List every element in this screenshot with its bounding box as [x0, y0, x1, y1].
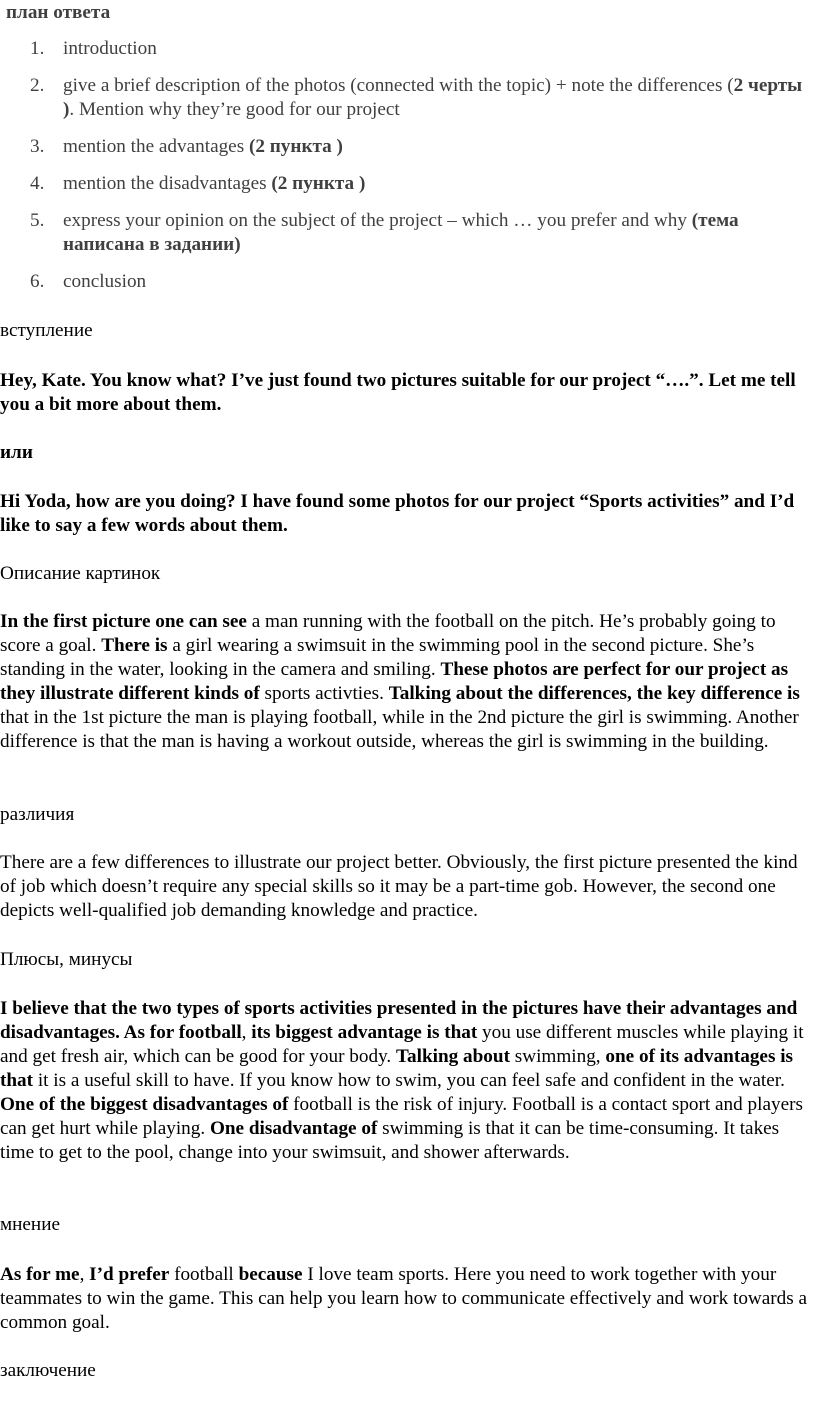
differences-paragraph: There are a few differences to illustrate our project better. Obviously, the first picture presented the kind of job which doesn’t require any special skills so it may be a part-time gob. However, the second one depicts well-qualified job demanding knowledge and practice. [0, 852, 798, 921]
plan-item-number: 4. [30, 173, 45, 194]
plan-item-text: mention the advantages [63, 136, 249, 157]
bold-phrase: I believe that the two types of sports activities presented in the pictures have their advantages and disadvantages. As for football [0, 998, 798, 1043]
bold-phrase: One of the biggest disadvantages of [0, 1094, 289, 1115]
bold-phrase: Talking about the differences, the key difference is [388, 683, 800, 704]
bold-phrase: In the first picture one can see [0, 611, 247, 632]
plan-item [0, 209, 812, 257]
bold-phrase: There is [101, 635, 168, 656]
plan-item-number: 5. [30, 210, 45, 231]
bold-phrase: its biggest advantage is that [251, 1022, 478, 1043]
plan-item-note: (тема написана в задании) [63, 210, 739, 255]
plan-item-number: 2. [30, 75, 45, 96]
plan-list [0, 37, 812, 307]
plan-item-text: introduction [63, 38, 157, 59]
text-run: you use different muscles while playing it and get fresh air, which can be good for your body. [0, 1022, 804, 1067]
bold-phrase: One disadvantage of [209, 1118, 378, 1139]
intro-option-2: Hi Yoda, how are you doing? I have found some photos for our project “Sports activities” and I’d like to say a few words about them. [0, 491, 795, 536]
plan-item-note: (2 пункта ) [271, 173, 366, 194]
plan-item-text: give a brief description of the photos (connected with the topic) + note the differences ( [63, 75, 734, 96]
bold-phrase: These photos are perfect for our project as they illustrate different kinds of [0, 659, 789, 704]
bold-phrase: Talking about [396, 1046, 510, 1067]
bold-phrase: As for me [0, 1264, 80, 1285]
text-run: I love team sports. Here you need to work together with your teammates to win the game. This can help you learn how to communicate effectively and work towards a common goal. [0, 1264, 808, 1333]
text-run: that in the 1st picture the man is playing football, while in the 2nd picture the girl is swimming. Another difference is that the man is having a workout outside, whereas the girl is swimming in the building. [0, 707, 799, 752]
plan-item-text: express your opinion on the subject of the project – which … you prefer and why [63, 210, 692, 231]
plan-item [0, 270, 812, 294]
plan-item-number: 3. [30, 136, 45, 157]
intro-option-1: Hey, Kate. You know what? I’ve just found two pictures suitable for our project “….”. Let me tell you a bit more about them. [0, 370, 796, 415]
text-run: , [79, 1264, 90, 1285]
conclusion-heading: заключение [0, 1360, 96, 1381]
opinion-heading: мнение [0, 1214, 60, 1235]
plan-item [0, 74, 812, 122]
text-run: , [241, 1022, 252, 1043]
text-run: it is a useful skill to have. If you know how to swim, you can feel safe and confident in the water. [33, 1070, 785, 1091]
plan-item-number: 1. [30, 38, 45, 59]
text-run: football is the risk of injury. Football is a contact sport and players can get hurt while playing. [0, 1094, 803, 1139]
or-label: или [0, 442, 33, 463]
opinion-paragraph [0, 1263, 816, 1335]
text-run: a man running with the football on the pitch. He’s probably going to score a goal. [0, 611, 776, 656]
text-run: swimming, [509, 1046, 606, 1067]
plan-item [0, 172, 812, 196]
plan-item [0, 135, 812, 159]
description-paragraph [0, 610, 816, 754]
plan-item-note: (2 пункта ) [248, 136, 343, 157]
bold-phrase: one of its advantages is that [0, 1046, 794, 1091]
text-run: a girl wearing a swimsuit in the swimming pool in the second picture. She’s standing in the water, looking in the camera and smiling. [0, 635, 755, 680]
text-run: sports activties. [259, 683, 389, 704]
plan-item-text: conclusion [63, 271, 147, 292]
plan-item-number: 6. [30, 271, 45, 292]
plan-title: план ответа [6, 2, 111, 23]
bold-phrase: because [238, 1264, 303, 1285]
proscons-paragraph [0, 997, 816, 1165]
plan-item [0, 37, 812, 61]
differences-heading: различия [0, 804, 75, 825]
plan-item-note: 2 черты ) [63, 75, 803, 120]
text-run: swimming is that it can be time-consuming. It takes time to get to the pool, change into your swimsuit, and shower afterwards. [0, 1118, 780, 1163]
plan-item-tail: . Mention why they’re good for our project [69, 99, 400, 120]
intro-heading: вступление [0, 320, 93, 341]
proscons-heading: Плюсы, минусы [0, 949, 133, 970]
plan-item-text: mention the disadvantages [63, 173, 272, 194]
bold-phrase: I’d prefer [89, 1264, 170, 1285]
description-heading: Описание картинок [0, 563, 161, 584]
text-run: football [169, 1264, 239, 1285]
